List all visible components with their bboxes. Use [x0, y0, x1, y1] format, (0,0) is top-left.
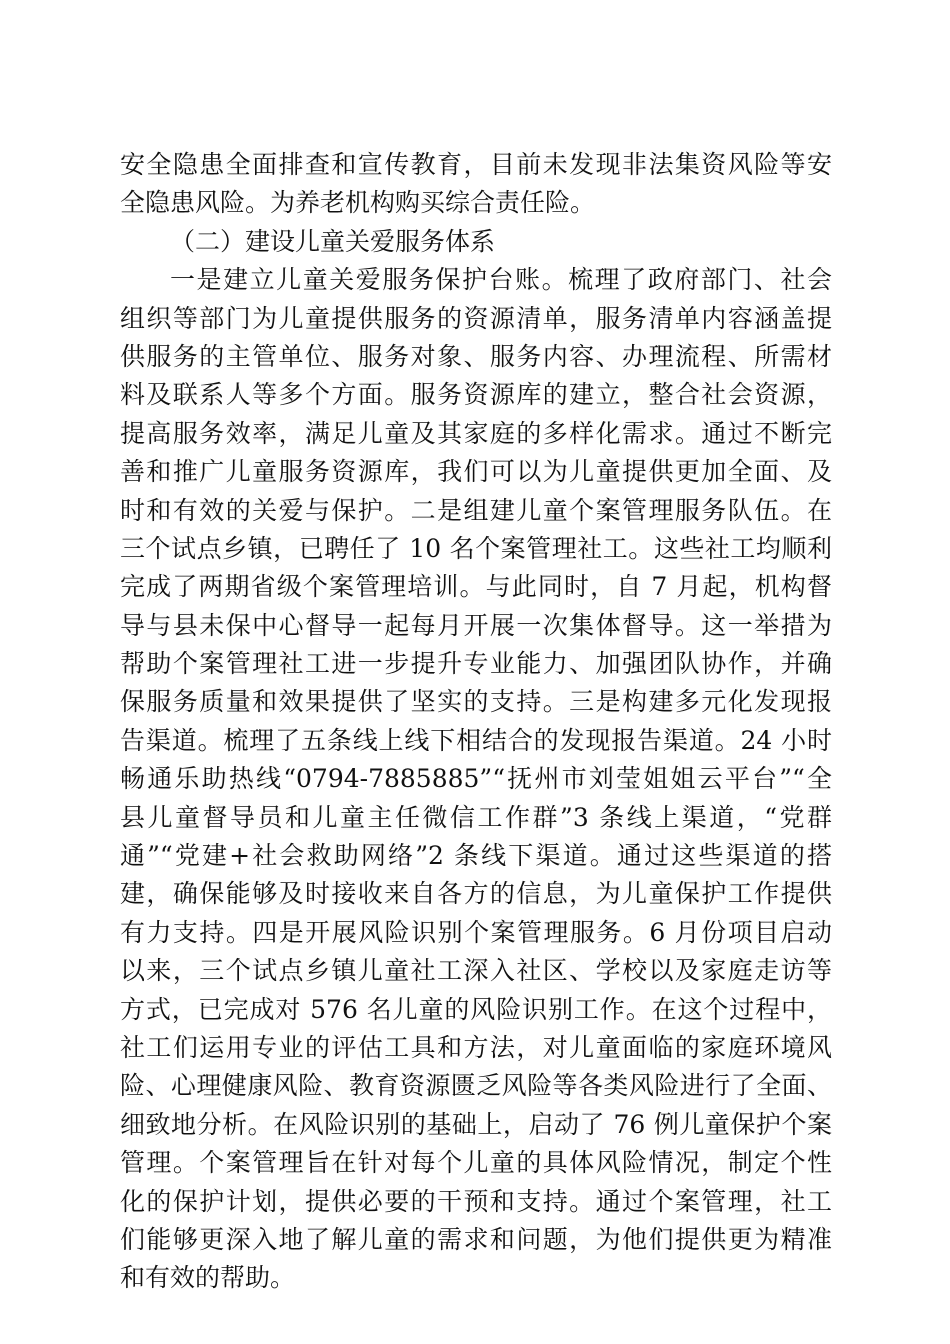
paragraph-line: 时和有效的关爱与保护。二是组建儿童个案管理服务队伍。在 [120, 495, 832, 525]
paragraph-line: 保服务质量和效果提供了坚实的支持。三是构建多元化发现报 [120, 687, 832, 717]
paragraph-line: 善和推广儿童服务资源库，我们可以为儿童提供更加全面、及 [120, 457, 832, 487]
paragraph-line: 化的保护计划，提供必要的干预和支持。通过个案管理，社工 [120, 1186, 832, 1216]
paragraph-line: 供服务的主管单位、服务对象、服务内容、办理流程、所需材 [120, 341, 832, 371]
paragraph-line: 细致地分析。在风险识别的基础上，启动了 76 例儿童保护个案 [120, 1109, 832, 1139]
paragraph-line: 告渠道。梳理了五条线上线下相结合的发现报告渠道。24 小时 [120, 725, 832, 755]
paragraph-line: 帮助个案管理社工进一步提升专业能力、加强团队协作，并确 [120, 649, 832, 679]
paragraph-line: 完成了两期省级个案管理培训。与此同时，自 7 月起，机构督 [120, 572, 832, 602]
section-heading: （二）建设儿童关爱服务体系 [170, 226, 496, 256]
paragraph-line: 组织等部门为儿童提供服务的资源清单，服务清单内容涵盖提 [120, 303, 832, 333]
paragraph-line: 一是建立儿童关爱服务保护台账。梳理了政府部门、社会 [170, 265, 832, 295]
paragraph-line: 全隐患风险。为养老机构购买综合责任险。 [120, 188, 596, 218]
paragraph-line: 料及联系人等多个方面。服务资源库的建立，整合社会资源， [120, 380, 832, 410]
paragraph-line: 县儿童督导员和儿童主任微信工作群”3 条线上渠道，“党群 [120, 802, 832, 832]
paragraph-line: 社工们运用专业的评估工具和方法，对儿童面临的家庭环境风 [120, 1032, 832, 1062]
paragraph-line: 导与县未保中心督导一起每月开展一次集体督导。这一举措为 [120, 610, 832, 640]
paragraph-line: 和有效的帮助。 [120, 1263, 296, 1293]
paragraph-line: 方式，已完成对 576 名儿童的风险识别工作。在这个过程中， [120, 994, 832, 1024]
paragraph-line: 们能够更深入地了解儿童的需求和问题，为他们提供更为精准 [120, 1224, 832, 1254]
paragraph-line: 三个试点乡镇，已聘任了 10 名个案管理社工。这些社工均顺利 [120, 533, 832, 563]
paragraph-line: 管理。个案管理旨在针对每个儿童的具体风险情况，制定个性 [120, 1148, 832, 1178]
paragraph-line: 畅通乐助热线“0794-7885885”“抚州市刘莹姐姐云平台”“全 [120, 764, 832, 794]
paragraph-line: 通”“党建+社会救助网络”2 条线下渠道。通过这些渠道的搭 [120, 841, 832, 871]
paragraph-line: 有力支持。四是开展风险识别个案管理服务。6 月份项目启动 [120, 917, 832, 947]
paragraph-line: 险、心理健康风险、教育资源匮乏风险等各类风险进行了全面、 [120, 1071, 832, 1101]
paragraph-line: 建，确保能够及时接收来自各方的信息，为儿童保护工作提供 [120, 879, 832, 909]
paragraph-line: 以来，三个试点乡镇儿童社工深入社区、学校以及家庭走访等 [120, 956, 832, 986]
paragraph-line: 安全隐患全面排查和宣传教育，目前未发现非法集资风险等安 [120, 150, 832, 179]
paragraph-line: 提高服务效率，满足儿童及其家庭的多样化需求。通过不断完 [120, 418, 832, 448]
document-body [120, 146, 832, 1298]
